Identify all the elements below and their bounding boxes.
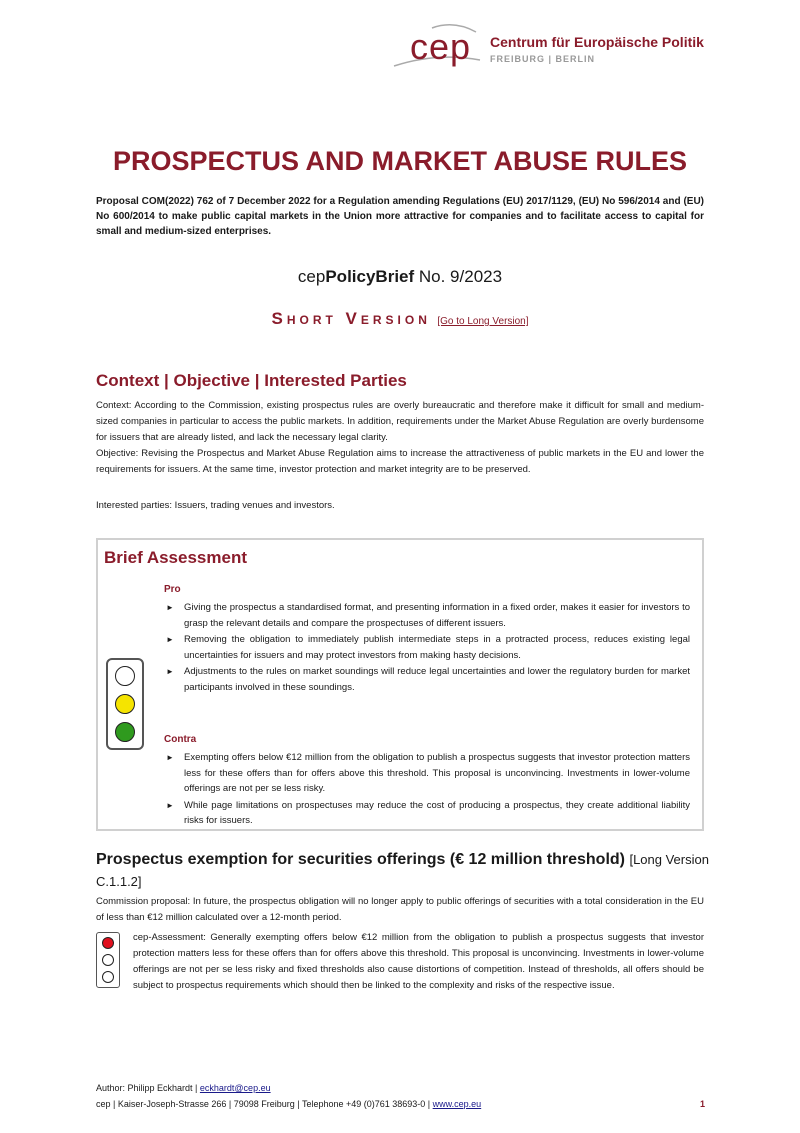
small-light-bottom [102, 971, 114, 983]
pro-list [164, 600, 690, 696]
address-text: cep | Kaiser-Joseph-Strasse 266 | 79098 Freiburg | Telephone +49 (0)761 38693-0 | [96, 1099, 433, 1109]
contra-item [164, 798, 690, 829]
context-paragraph: Context: According to the Commission, existing prospectus rules are overly bureaucratic and therefore make it difficult for small and medium-sized companies in particular to access the public markets. In addition, requirements under the Market Abuse Regulation are overly burdensome for issuers that are already listed, and lack the necessary legal clarity. [96, 400, 704, 443]
logo-city: FREIBURG | BERLIN [490, 54, 596, 64]
commission-proposal: Commission proposal: In future, the prospectus obligation will no longer apply to public offerings of securities with a total consideration in the EU of less than €12 million calculated over a 12-month period. [96, 896, 704, 923]
cep-logo [392, 22, 712, 72]
policy-number: No. 9/2023 [414, 267, 503, 286]
brief-assessment-box [96, 538, 704, 831]
context-heading: Context | Objective | Interested Parties [96, 371, 407, 390]
contra-list [164, 750, 690, 830]
author-email-link[interactable]: eckhardt@cep.eu [199, 1083, 271, 1093]
traffic-light-bottom [115, 722, 135, 742]
pro-text: Giving the prospectus a standardised format, and presenting information in a fixed order, makes it easier for investors to grasp the relevant details and compare the prospectuses of different issuers. [184, 602, 690, 629]
pro-text: Removing the obligation to immediately publish intermediate steps in a protracted process, reduces existing legal uncertainties for issuers and may protect investors from making hasty decisions. [184, 634, 690, 661]
brief-assessment-heading: Brief Assessment [104, 548, 247, 567]
pro-item [164, 600, 690, 631]
website-link[interactable]: www.cep.eu [432, 1099, 482, 1109]
contra-text: Exempting offers below €12 million from the obligation to publish a prospectus suggests that investor protection matters less for these offers than for offers above this threshold. This proposal is unconvincing. Investments in lower-volume offerings are not per se less risky. [184, 752, 690, 794]
pro-text: Adjustments to the rules on market soundings will reduce legal uncertainties and lower the regulatory burden for market participants involved in these soundings. [184, 666, 690, 693]
contra-label: Contra [164, 734, 197, 745]
document-title: PROSPECTUS AND MARKET ABUSE RULES [112, 146, 688, 176]
contra-text: While page limitations on prospectuses may reduce the cost of producing a prospectus, they create additional liability risks for issuers. [184, 799, 690, 826]
pro-item [164, 632, 690, 663]
traffic-light-small-icon [96, 932, 120, 988]
prospectus-reference: [Long Version C.1.1.2] [96, 852, 709, 889]
cep-assessment: cep-Assessment: Generally exempting offers below €12 million from the obligation to publish a prospectus suggests that investor protection matters less for these offers than for offers above this threshold. This proposal is unconvincing. Investments in lower-volume offerings are not per se less risky and fixed thresholds also cause distortions of competition. Instead of thresholds, all offers should be subject to prospectus requirements which should then be linked to the complexity and risks of the respective issue. [133, 932, 704, 991]
arrow-bullet-icon: ► [166, 800, 174, 810]
short-version-label: Short Version [271, 309, 431, 328]
logo-mark: cep [410, 26, 472, 67]
policy-prefix: cep [297, 267, 326, 286]
traffic-light-middle [115, 694, 135, 714]
parties-paragraph: Interested parties: Issuers, trading venues and investors. [96, 500, 335, 511]
arrow-bullet-icon: ► [166, 635, 174, 644]
pro-item [164, 664, 690, 695]
footer-author [96, 1083, 271, 1093]
pro-label: Pro [164, 584, 181, 595]
policy-brief-number [0, 267, 800, 287]
arrow-bullet-icon: ► [166, 603, 174, 612]
prospectus-heading [96, 849, 710, 893]
author-label: Author: Philipp Eckhardt | [96, 1083, 200, 1093]
long-version-link[interactable]: [Go to Long Version] [437, 316, 529, 327]
logo-name: Centrum für Europäische Politik [490, 34, 704, 50]
contra-item [164, 750, 690, 797]
page-number: 1 [699, 1099, 705, 1109]
traffic-light-top [115, 666, 135, 686]
arrow-bullet-icon: ► [166, 753, 174, 762]
traffic-light-icon [106, 658, 144, 750]
policy-bold: PolicyBrief [325, 267, 415, 286]
objective-paragraph: Objective: Revising the Prospectus and Market Abuse Regulation aims to increase the attractiveness of public markets in the EU and lower the requirements for issuers. At the same time, investor protection and market integrity are to be preserved. [96, 448, 704, 475]
small-light-middle [102, 954, 114, 966]
document-subtitle: Proposal COM(2022) 762 of 7 December 2022 for a Regulation amending Regulations (EU) 2017/1129, (EU) No 596/2014 and (EU) No 600/2014 to make public capital markets in the Union more attractive for companies and to facilitate access to capital for small and medium-sized enterprises. [96, 196, 704, 237]
prospectus-heading-text: Prospectus exemption for securities offerings (€ 12 million threshold) [96, 851, 625, 868]
small-light-top [102, 937, 114, 949]
short-version-line [0, 309, 800, 329]
arrow-bullet-icon: ► [166, 667, 174, 676]
footer-address [96, 1099, 481, 1109]
